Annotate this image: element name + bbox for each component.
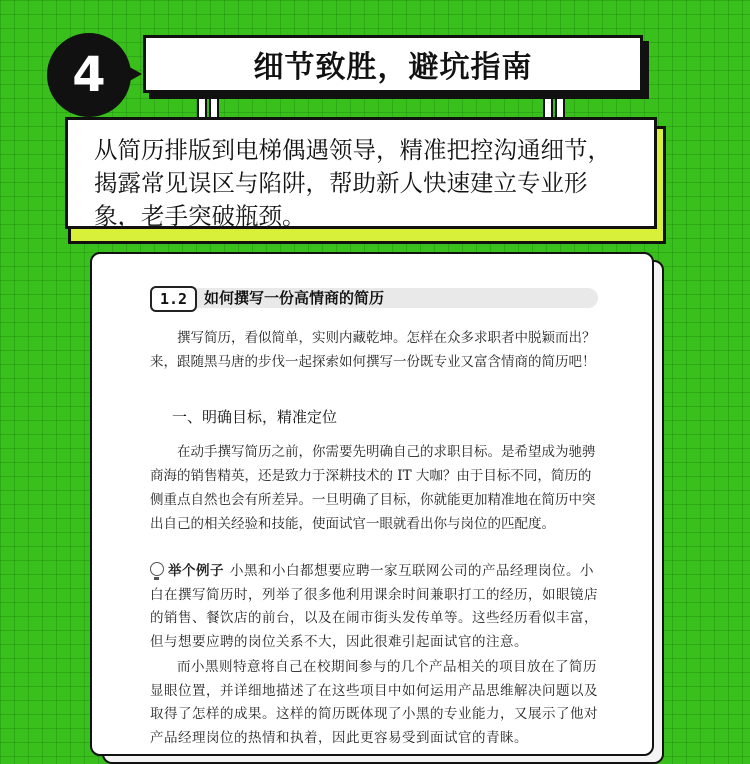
intro-box (65, 117, 657, 229)
example-text: 小黑和小白都想要应聘一家互联网公司的产品经理岗位。小白在撰写简历时，列举了很多他利用课余时间兼职打工的经历，如眼镜店的销售、餐饮店的前台，以及在闹市街头发传单等。这些经历看似丰富，但与想要应聘的岗位关系不大，因此很难引起面试官的注意。 (150, 563, 598, 650)
paragraph-goal: 在动手撰写简历之前，你需要先明确自己的求职目标。是希望成为驰骋商海的销售精英，还是致力于深耕技术的 IT 大咖？由于目标不同，简历的侧重点自然也会有所差异。一旦明确了目标，你就能更加精准地在简历中突出自己的相关经验和技能，使面试官一眼就看出你与岗位的匹配度。 (150, 444, 596, 532)
example-block (150, 560, 604, 654)
paragraph-intro: 撰写简历，看似简单，实则内藏乾坤。怎样在众多求职者中脱颖而出？来，跟随黑马唐的步伐一起探索如何撰写一份既专业又富含情商的简历吧！ (150, 330, 596, 370)
example-label: 举个例子 (168, 563, 224, 579)
section-number: 1.2 (150, 286, 197, 312)
subheading: 一、明确目标，精准定位 (172, 409, 338, 426)
lightbulb-icon (150, 562, 164, 576)
book-page (90, 252, 654, 756)
paragraph-example-2: 而小黑则特意将自己在校期间参与的几个产品相关的项目放在了简历显眼位置，并详细地描述了在这些项目中如何运用产品思维解决问题以及取得了怎样的成果。这样的简历既体现了小黑的专业能力，又展示了他对产品经理岗位的热情和执着，因此更容易受到面试官的青睐。 (150, 659, 598, 746)
section-title: 如何撰写一份高情商的简历 (204, 289, 385, 307)
step-number-badge: 4 (47, 33, 131, 117)
banner-title: 细节致胜，避坑指南 (253, 50, 533, 85)
intro-text: 从简历排版到电梯偶遇领导，精准把控沟通细节，揭露常见误区与陷阱，帮助新人快速建立专业形象，老手突破瓶颈。 (94, 136, 611, 230)
title-banner (143, 35, 643, 93)
